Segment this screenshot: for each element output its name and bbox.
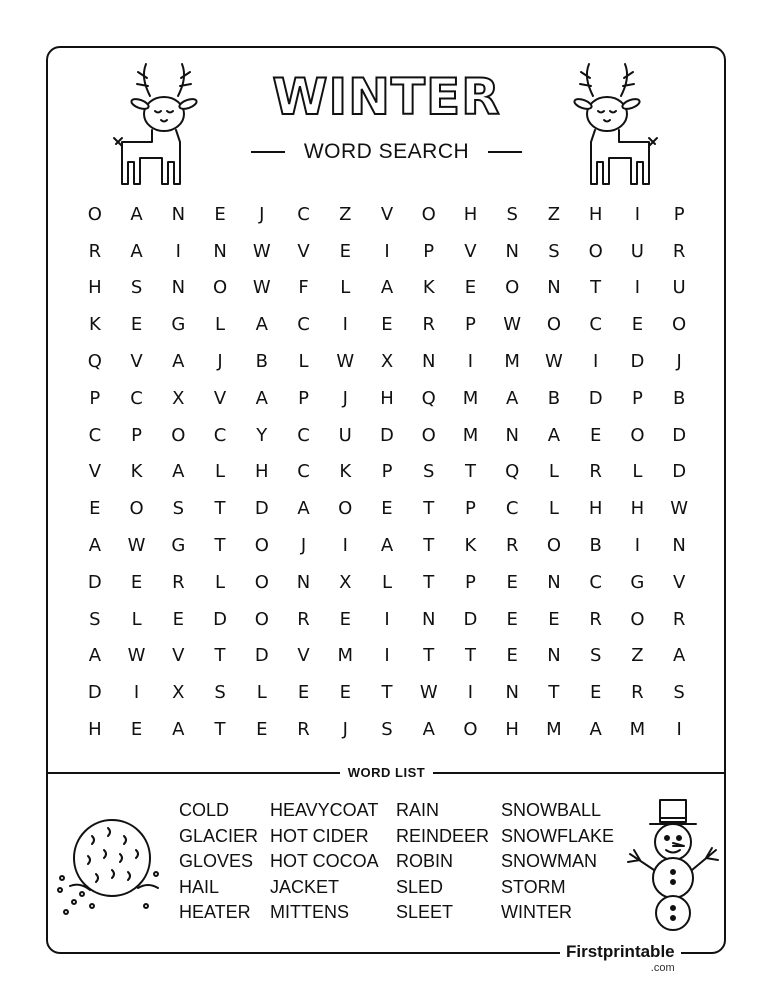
- grid-letter: O: [129, 498, 144, 520]
- grid-letter: H: [505, 719, 519, 741]
- grid-letter: S: [214, 682, 226, 704]
- grid-letter: E: [214, 203, 226, 225]
- word-item: STORM: [501, 876, 566, 897]
- grid-letter: A: [297, 498, 310, 520]
- grid-letter: A: [172, 351, 185, 373]
- word-item: SLEET: [396, 902, 454, 922]
- grid-letter: W: [252, 277, 271, 299]
- grid-letter: H: [255, 461, 269, 483]
- grid-letter: E: [339, 608, 351, 630]
- grid-letter: H: [88, 719, 102, 741]
- grid-letter: X: [172, 387, 185, 409]
- grid-letter: M: [462, 387, 479, 409]
- grid-letter: T: [464, 645, 476, 667]
- grid-letter: H: [588, 203, 603, 225]
- grid-letter: A: [589, 719, 602, 741]
- grid-letter: T: [423, 645, 435, 667]
- word-item: WINTER: [501, 902, 572, 922]
- grid-letter: O: [672, 314, 687, 336]
- grid-letter: A: [255, 387, 268, 409]
- grid-letter: C: [297, 314, 310, 336]
- grid-letter: A: [172, 461, 185, 483]
- grid-letter: O: [546, 314, 562, 336]
- grid-letter: A: [380, 535, 394, 557]
- grid-letter: L: [215, 314, 226, 336]
- grid-letter: D: [463, 608, 478, 630]
- grid-letter: P: [465, 498, 476, 520]
- grid-letter: C: [505, 498, 519, 520]
- word-item: GLOVES: [179, 851, 254, 871]
- grid-letter: R: [88, 240, 102, 262]
- grid-letter: I: [593, 351, 599, 373]
- grid-letter: A: [172, 719, 185, 741]
- grid-letter: O: [421, 203, 436, 225]
- grid-letter: O: [505, 277, 520, 299]
- grid-letter: I: [676, 719, 682, 741]
- grid-letter: C: [297, 461, 310, 483]
- grid-letter: O: [171, 424, 186, 446]
- grid-letter: T: [423, 498, 435, 520]
- grid-letter: O: [254, 535, 269, 557]
- word-item: ROBIN: [396, 851, 454, 871]
- word-column-4: [501, 798, 614, 926]
- grid-letter: N: [171, 277, 186, 299]
- grid-letter: S: [381, 719, 393, 741]
- grid-letter: A: [255, 314, 268, 336]
- grid-letter: R: [297, 719, 310, 741]
- grid-letter: J: [342, 719, 348, 741]
- grid-letter: E: [506, 608, 518, 630]
- grid-letter: Q: [87, 351, 102, 373]
- grid-letter: V: [130, 351, 143, 373]
- grid-letter: E: [381, 498, 393, 520]
- grid-letter: E: [589, 682, 602, 704]
- grid-letter: R: [672, 240, 686, 262]
- word-item: HOT CIDER: [270, 825, 369, 846]
- grid-letter: R: [631, 682, 644, 704]
- grid-letter: O: [87, 203, 102, 225]
- grid-letter: I: [634, 277, 641, 299]
- word-item: HEATER: [179, 902, 251, 922]
- grid-letter: E: [506, 645, 518, 667]
- grid-letter: D: [630, 351, 645, 373]
- grid-letter: A: [130, 240, 143, 262]
- grid-letter: X: [380, 351, 394, 373]
- grid-letter: T: [464, 461, 476, 483]
- grid-letter: S: [548, 240, 560, 262]
- grid-letter: X: [172, 682, 185, 704]
- grid-letter: N: [547, 571, 561, 593]
- grid-letter: X: [339, 571, 352, 593]
- letter-grid: [74, 196, 700, 748]
- grid-letter: D: [588, 387, 603, 409]
- grid-letter: E: [172, 608, 184, 630]
- grid-letter: E: [589, 424, 602, 446]
- grid-letter: C: [130, 387, 143, 409]
- grid-letter: R: [422, 314, 435, 336]
- grid-letter: L: [131, 608, 142, 630]
- grid-letter: E: [130, 571, 143, 593]
- word-item: SLED: [396, 876, 444, 897]
- grid-letter: I: [467, 351, 474, 373]
- word-item: SNOWFLAKE: [501, 825, 615, 846]
- grid-letter: R: [505, 535, 519, 557]
- grid-letter: B: [255, 351, 268, 373]
- grid-letter: P: [423, 240, 435, 262]
- grid-letter: K: [88, 314, 101, 336]
- grid-letter: K: [130, 461, 143, 483]
- grid-letter: L: [215, 461, 226, 483]
- grid-letter: D: [672, 424, 687, 446]
- grid-letter: R: [172, 571, 185, 593]
- grid-letter: V: [213, 387, 227, 409]
- grid-letter: E: [381, 314, 393, 336]
- grid-letter: Z: [631, 645, 644, 667]
- grid-letter: A: [422, 719, 435, 741]
- grid-letter: L: [632, 461, 643, 483]
- grid-letter: A: [547, 424, 561, 446]
- grid-letter: T: [381, 682, 393, 704]
- grid-letter: G: [630, 571, 645, 593]
- grid-letter: B: [589, 535, 602, 557]
- grid-letter: V: [297, 645, 310, 667]
- grid-letter: M: [504, 351, 520, 373]
- grid-letter: B: [672, 387, 686, 409]
- grid-letter: J: [676, 351, 682, 373]
- grid-letter: W: [503, 314, 522, 336]
- grid-letter: O: [630, 424, 645, 446]
- grid-letter: P: [89, 387, 101, 409]
- grid-letter: D: [380, 424, 394, 446]
- word-column-1: [179, 798, 258, 926]
- grid-letter: P: [131, 424, 143, 446]
- grid-letter: R: [297, 608, 310, 630]
- grid-letter: D: [254, 645, 269, 667]
- grid-letter: C: [589, 314, 602, 336]
- word-column-3: [396, 798, 489, 926]
- grid-letter: E: [256, 719, 268, 741]
- page-title: WINTER: [272, 68, 501, 126]
- grid-letter: P: [381, 461, 393, 483]
- grid-letter: D: [87, 682, 102, 704]
- grid-letter: N: [505, 682, 519, 704]
- grid-letter: K: [464, 535, 477, 557]
- grid-letter: A: [506, 387, 519, 409]
- grid-letter: W: [336, 351, 355, 373]
- grid-letter: F: [298, 277, 309, 299]
- grid-letter: W: [127, 645, 146, 667]
- grid-letter: S: [506, 203, 518, 225]
- grid-letter: R: [589, 461, 602, 483]
- grid-letter: S: [172, 498, 185, 520]
- grid-letter: D: [213, 608, 227, 630]
- grid-letter: O: [212, 277, 228, 299]
- word-item: RAIN: [396, 800, 440, 820]
- grid-letter: I: [634, 203, 641, 225]
- grid-letter: N: [505, 424, 519, 446]
- grid-letter: S: [423, 461, 435, 483]
- grid-letter: R: [672, 608, 686, 630]
- grid-letter: U: [630, 240, 644, 262]
- grid-letter: N: [672, 535, 686, 557]
- grid-letter: T: [423, 535, 435, 557]
- grid-letter: H: [463, 203, 478, 225]
- grid-letter: E: [464, 277, 477, 299]
- grid-letter: M: [462, 424, 479, 446]
- grid-letter: O: [254, 608, 269, 630]
- grid-letter: G: [171, 535, 186, 557]
- grid-letter: E: [130, 719, 143, 741]
- grid-letter: T: [548, 682, 560, 704]
- grid-letter: V: [380, 203, 394, 225]
- grid-letter: S: [673, 682, 685, 704]
- grid-letter: I: [384, 240, 390, 262]
- grid-letter: V: [88, 461, 102, 483]
- grid-letter: P: [631, 387, 643, 409]
- word-item: SNOWBALL: [501, 800, 602, 820]
- grid-letter: W: [545, 351, 563, 373]
- grid-letter: R: [589, 608, 602, 630]
- grid-letter: L: [256, 682, 267, 704]
- grid-letter: D: [87, 571, 102, 593]
- grid-letter: W: [419, 682, 438, 704]
- grid-letter: M: [629, 719, 646, 741]
- grid-letter: D: [672, 461, 687, 483]
- grid-letter: C: [297, 424, 310, 446]
- grid-letter: I: [342, 535, 348, 557]
- grid-letter: O: [546, 535, 562, 557]
- grid-letter: M: [337, 645, 354, 667]
- grid-letter: Z: [339, 203, 352, 225]
- snowman-icon: [618, 794, 728, 934]
- grid-letter: P: [298, 387, 309, 409]
- grid-letter: J: [342, 387, 348, 409]
- grid-letter: N: [421, 351, 436, 373]
- word-column-2: [270, 798, 379, 926]
- grid-letter: N: [547, 277, 561, 299]
- grid-letter: H: [630, 498, 645, 520]
- grid-letter: C: [297, 203, 310, 225]
- word-item: MITTENS: [270, 902, 349, 922]
- grid-letter: P: [673, 203, 685, 225]
- grid-letter: H: [380, 387, 394, 409]
- grid-letter: E: [130, 314, 143, 336]
- brand-tld: .com: [650, 962, 675, 974]
- grid-letter: V: [172, 645, 185, 667]
- grid-letter: H: [88, 277, 102, 299]
- word-item: COLD: [179, 800, 230, 820]
- grid-letter: D: [254, 498, 269, 520]
- grid-letter: N: [547, 645, 561, 667]
- grid-letter: S: [89, 608, 101, 630]
- grid-letter: I: [384, 645, 390, 667]
- grid-letter: T: [214, 498, 226, 520]
- grid-letter: V: [464, 240, 477, 262]
- grid-letter: L: [548, 498, 559, 520]
- grid-letter: W: [670, 498, 689, 520]
- grid-letter: E: [548, 608, 560, 630]
- grid-letter: N: [421, 608, 436, 630]
- grid-letter: O: [588, 240, 603, 262]
- word-item: REINDEER: [396, 825, 490, 846]
- grid-letter: U: [338, 424, 352, 446]
- grid-letter: O: [463, 719, 478, 741]
- word-item: GLACIER: [179, 825, 259, 846]
- grid-letter: I: [384, 608, 390, 630]
- grid-letter: M: [546, 719, 562, 741]
- word-item: HOT COCOA: [270, 851, 379, 871]
- grid-letter: V: [297, 240, 310, 262]
- grid-letter: J: [259, 203, 265, 225]
- grid-letter: L: [298, 351, 309, 373]
- grid-letter: S: [589, 645, 602, 667]
- grid-letter: E: [339, 240, 351, 262]
- grid-letter: L: [548, 461, 559, 483]
- subtitle-row: [0, 140, 773, 164]
- subtitle-rule-left: [251, 151, 285, 153]
- grid-letter: L: [381, 571, 392, 593]
- page-subtitle: WORD SEARCH: [303, 140, 470, 163]
- grid-letter: K: [339, 461, 352, 483]
- grid-letter: E: [631, 314, 644, 336]
- grid-letter: H: [588, 498, 603, 520]
- grid-letter: C: [213, 424, 227, 446]
- grid-letter: C: [88, 424, 102, 446]
- grid-letter: K: [422, 277, 435, 299]
- grid-letter: A: [88, 535, 102, 557]
- grid-letter: Z: [547, 203, 561, 225]
- grid-letter: Q: [421, 387, 436, 409]
- grid-letter: O: [421, 424, 436, 446]
- grid-letter: O: [630, 608, 645, 630]
- grid-letter: O: [254, 571, 269, 593]
- grid-letter: I: [467, 682, 474, 704]
- grid-letter: G: [171, 314, 186, 336]
- grid-letter: N: [171, 203, 186, 225]
- grid-letter: L: [340, 277, 351, 299]
- grid-letter: V: [672, 571, 686, 593]
- grid-letter: B: [547, 387, 561, 409]
- grid-letter: P: [465, 571, 476, 593]
- word-item: JACKET: [270, 876, 340, 897]
- grid-letter: A: [672, 645, 686, 667]
- brand-logo: [560, 942, 681, 974]
- grid-letter: I: [133, 682, 140, 704]
- word-item: HAIL: [179, 876, 220, 897]
- grid-letter: T: [214, 719, 226, 741]
- grid-letter: Q: [505, 461, 520, 483]
- snowball-icon: [52, 806, 164, 922]
- grid-letter: N: [213, 240, 227, 262]
- grid-letter: N: [505, 240, 519, 262]
- grid-letter: U: [672, 277, 686, 299]
- grid-letter: Y: [256, 424, 268, 446]
- grid-letter: L: [215, 571, 226, 593]
- brand-name: Firstprintable: [566, 942, 675, 961]
- grid-letter: E: [506, 571, 518, 593]
- grid-letter: T: [214, 535, 226, 557]
- word-list-label: WORD LIST: [340, 765, 433, 780]
- grid-letter: J: [300, 535, 307, 557]
- grid-letter: I: [634, 535, 641, 557]
- grid-letter: P: [465, 314, 476, 336]
- grid-letter: A: [130, 203, 143, 225]
- grid-letter: J: [217, 351, 223, 373]
- word-item: HEAVYCOAT: [270, 800, 379, 820]
- grid-letter: A: [380, 277, 394, 299]
- grid-letter: E: [89, 498, 101, 520]
- grid-letter: T: [214, 645, 226, 667]
- grid-letter: I: [175, 240, 181, 262]
- grid-letter: A: [88, 645, 102, 667]
- grid-letter: S: [130, 277, 143, 299]
- grid-letter: T: [590, 277, 602, 299]
- grid-letter: T: [423, 571, 435, 593]
- grid-letter: N: [296, 571, 311, 593]
- grid-letter: E: [339, 682, 351, 704]
- grid-letter: E: [297, 682, 310, 704]
- word-item: SNOWMAN: [501, 851, 597, 871]
- grid-letter: W: [127, 535, 146, 557]
- subtitle-rule-right: [488, 151, 522, 153]
- grid-letter: I: [342, 314, 348, 336]
- grid-letter: C: [589, 571, 602, 593]
- grid-letter: O: [338, 498, 353, 520]
- grid-letter: W: [252, 240, 271, 262]
